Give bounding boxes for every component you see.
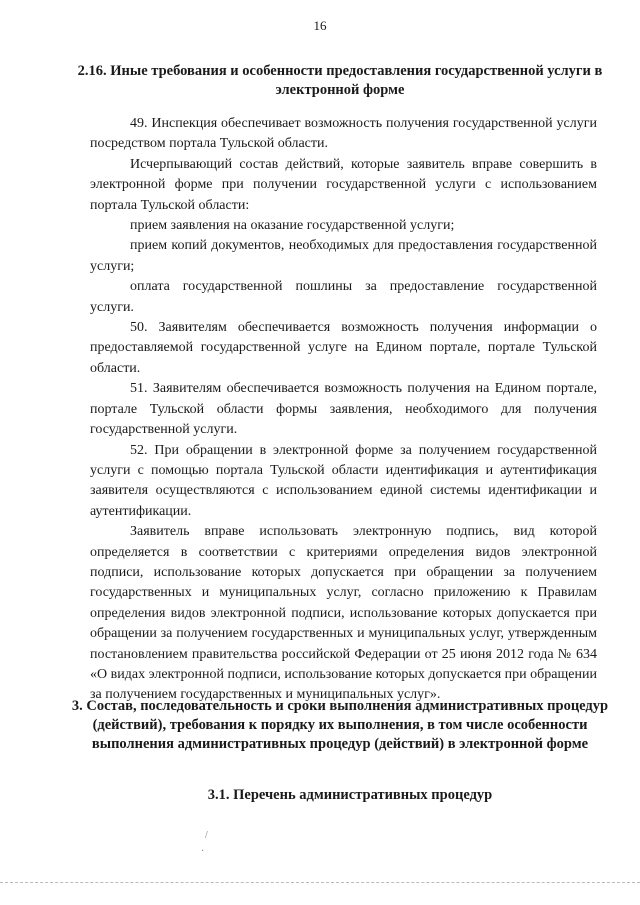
scan-edge-artifact	[0, 882, 640, 885]
section-3-title: 3. Состав, последовательность и сроки выполнения административных процедур (действий), требования к порядку их выполнения, в том числе особенности выполнения административных процедур (действий) в электронной форме	[71, 698, 609, 752]
paragraph-actions-intro: Исчерпывающий состав действий, которые заявитель вправе совершить в электронной форме при получении государственной услуги с использованием портала Тульской области:	[90, 156, 597, 213]
scan-artifact: /	[205, 830, 208, 841]
body-text	[90, 114, 597, 706]
paragraph-49: 49. Инспекция обеспечивает возможность получения государственной услуги посредством портала Тульской области.	[90, 116, 597, 152]
section-2-16-title: 2.16. Иные требования и особенности предоставления государственной услуги в электронной форме	[77, 63, 603, 98]
paragraph-51: 51. Заявителям обеспечивается возможность получения на Едином портале, портале Тульской области формы заявления, необходимого для получения государственной услуги.	[90, 381, 597, 438]
section-3-1-title: 3.1. Перечень административных процедур	[207, 787, 493, 803]
list-item-application: прием заявления на оказание государственной услуги;	[130, 218, 455, 234]
paragraph-50: 50. Заявителям обеспечивается возможность получения информации о предоставляемой государственной услуге на Едином портале, портале Тульской области.	[90, 320, 597, 376]
paragraph-signature: Заявитель вправе использовать электронную подпись, вид которой определяется в соответствии с критериями определения видов электронной подписи, использование которых допускается при обращении за получением государственных и муниципальных услуг, согласно приложению к Правилам определения видов электронной подписи, использование которых допускается при обращении за получением государственных и муниципальных услуг, утвержденным постановлением правительства российской Федерации от 25 июня 2012 года № 634 «О видах электронной подписи, использование которых допускается при обращении за получением государственных и муниципальных услуг».	[90, 524, 597, 703]
page-number: 16	[313, 18, 327, 33]
list-item-fee: оплата государственной пошлины за предоставление государственной услуги.	[90, 279, 597, 315]
scan-artifact: ·	[201, 846, 205, 857]
list-item-documents: прием копий документов, необходимых для предоставления государственной услуги;	[90, 238, 597, 274]
paragraph-52: 52. При обращении в электронной форме за получением государственной услуги с помощью портала Тульской области идентификация и аутентификация заявителя осуществляются с использованием единой системы идентификации и аутентификации.	[90, 442, 597, 519]
